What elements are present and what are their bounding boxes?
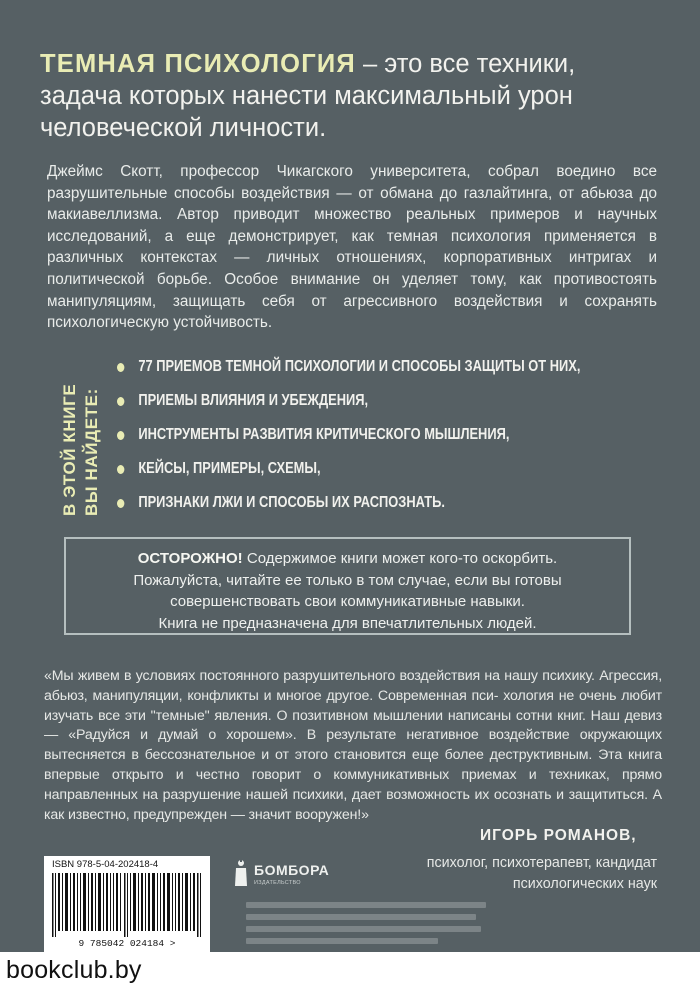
headline [40,48,670,144]
intro-line: он уделяет тому, как противостоять манипуляциям, защищать себя [47,270,657,310]
publisher-fine-print [246,902,486,952]
quote-line: Агрессия, абьюз, манипуляции, конфликты и многое другое. Современная пси- [44,668,663,704]
feature-list [117,350,657,520]
intro-line: примеров и научных исследований, а еще демонстрирует, как темная [47,206,657,245]
fine-print-line [246,914,476,920]
vertical-label-line1: В ЭТОЙ КНИГЕ [60,383,79,516]
feature-vertical-label [56,361,104,516]
warning-line4: Книга не предназначена для впечатлительных людей. [158,614,537,632]
publisher-book-icon [233,859,249,889]
headline-rest: – это все техники, [355,50,576,78]
feature-item-text: ПРИЕМЫ ВЛИЯНИЯ И УБЕЖДЕНИЯ, [138,392,369,409]
vertical-label-line2: ВЫ НАЙДЕТЕ: [82,388,101,516]
bullet-dot-icon [117,465,124,474]
publisher-name: БОМБОРА [254,862,330,878]
warning-heading: ОСТОРОЖНО! [137,550,243,567]
feature-item [117,452,560,486]
fine-print-line [246,902,486,908]
feature-item [117,384,560,418]
headline-line3: человеческой личности. [40,114,327,142]
quote-line: «Мы живем в условиях постоянного разрушительного воздействия на нашу психику. [44,668,595,684]
author-role-line1: психолог, психотерапевт, кандидат [426,855,657,871]
feature-item [117,486,560,520]
watermark-text: bookclub.by [6,956,142,984]
intro-paragraph [47,161,657,334]
barcode-panel [44,856,210,954]
review-quote [44,667,662,825]
intro-line: все разрушительные способы воздействия — от обмана до газлайтинга, [47,163,657,202]
headline-accent: ТЕМНАЯ ПСИХОЛОГИЯ [40,50,356,78]
bullet-dot-icon [117,499,124,508]
quote-line: написаны сотни книг. Наш девиз — «Радуйся и думай о хорошем». В результате [44,707,662,744]
author-role-line2: психологических наук [512,875,657,892]
feature-item [117,350,581,384]
intro-line: от абьюза до макиавеллизма. Автор приводит множество реальных [47,184,658,224]
quote-line: предупрежден — значит вооружен!» [133,806,369,823]
quote-line: хология не очень любит изучать все эти "темные" явления. О позитивном мышлении [44,687,662,724]
headline-line2: задача которых нанести максимальный урон [40,82,573,110]
warning-line2: Пожалуйста, читайте ее только в том случае, если вы готовы [133,571,562,589]
barcode-image [50,873,204,937]
feature-item-text: ПРИЗНАКИ ЛЖИ И СПОСОБЫ ИХ РАСПОЗНАТЬ. [138,494,445,511]
isbn-text: ISBN 978-5-04-202418-4 [52,859,159,870]
quote-line: говорит о коммуникативных приемах и техниках, прямо направленных на разрушение [44,766,662,803]
warning-line3: совершенствовать свои коммуникативные навыки. [170,593,525,610]
quote-author-name: ИГОРЬ РОМАНОВ, [480,827,637,844]
watermark-bar [0,952,700,994]
fine-print-line [246,938,438,944]
quote-line: негативное воздействие окружающих вытесняется в бессознательное и от этого [44,727,662,764]
feature-item-text: ИНСТРУМЕНТЫ РАЗВИТИЯ КРИТИЧЕСКОГО МЫШЛЕНИЯ, [138,426,510,443]
feature-item-text: 77 ПРИЕМОВ ТЕМНОЙ ПСИХОЛОГИИ И СПОСОБЫ ЗАЩИТЫ ОТ НИХ, [138,358,581,375]
feature-item [117,418,560,452]
warning-line1: Содержимое книги может кого-то оскорбить. [242,550,558,567]
intro-line: Джеймс Скотт, профессор Чикагского университета, собрал воедино [47,163,616,180]
publisher-logo [233,858,345,896]
publisher-subtitle: ИЗДАТЕЛЬСТВО [254,880,301,886]
bullet-dot-icon [117,363,124,372]
bullet-dot-icon [117,397,124,406]
quote-line: становится еще более деструктивным. Эта книга впервые открыто и честно [44,747,662,783]
intro-line: от агрессивного воздействия и сохранять психологическую устойчивость. [47,292,658,332]
barcode-digits: 9 785042 024184 > [78,938,176,949]
quote-author-role [362,853,657,894]
intro-line: корпоративных интригах и политической борьбе. Особое внимание [47,249,657,288]
quote-line: нашей психики, дает возможность их осознать и защититься. А как известно, [44,786,662,823]
feature-item-text: КЕЙСЫ, ПРИМЕРЫ, СХЕМЫ, [138,460,321,477]
bullet-dot-icon [117,431,124,440]
fine-print-line [246,926,481,932]
warning-box [64,537,631,635]
intro-line: психология применяется в различных контекстах — личных отношениях, [47,227,657,267]
